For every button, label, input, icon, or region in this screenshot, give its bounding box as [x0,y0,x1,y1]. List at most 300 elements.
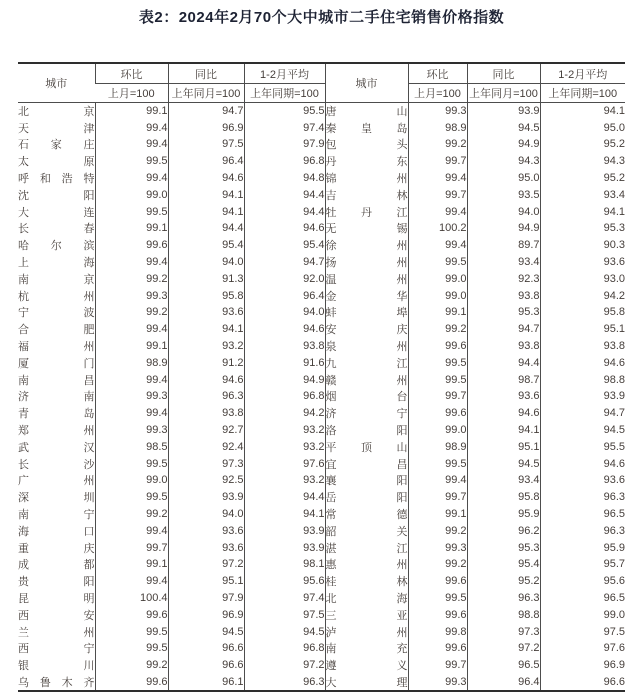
mom-value-right: 99.7 [408,489,467,506]
mom-value-right: 99.5 [408,455,467,472]
mom-value-right: 99.7 [408,657,467,674]
mom-value-right: 99.5 [408,354,467,371]
table-row [18,304,625,321]
avg-value-right: 94.6 [540,455,625,472]
city-name-right: 丹东 [325,153,408,170]
yoy-value-right: 98.8 [467,606,540,623]
avg-value-right: 96.3 [540,522,625,539]
yoy-value-left: 93.6 [168,539,244,556]
mom-value-left: 99.3 [95,287,168,304]
yoy-value-right: 94.5 [467,119,540,136]
mom-value-right: 99.2 [408,321,467,338]
avg-value-left: 96.8 [244,153,325,170]
yoy-value-right: 89.7 [467,237,540,254]
yoy-value-right: 95.0 [467,170,540,187]
yoy-value-right: 95.3 [467,539,540,556]
yoy-value-left: 94.5 [168,623,244,640]
yoy-value-left: 94.6 [168,371,244,388]
yoy-value-right: 93.6 [467,388,540,405]
yoy-value-left: 93.6 [168,304,244,321]
avg-value-left: 96.8 [244,388,325,405]
table-row [18,623,625,640]
mom-value-left: 98.5 [95,438,168,455]
avg-value-left: 96.8 [244,640,325,657]
city-name-right: 金华 [325,287,408,304]
mom-value-right: 98.9 [408,438,467,455]
avg-value-right: 94.2 [540,287,625,304]
city-name-right: 大理 [325,674,408,691]
mom-value-right: 99.6 [408,338,467,355]
avg-value-right: 98.8 [540,371,625,388]
yoy-value-right: 94.9 [467,136,540,153]
yoy-value-left: 96.6 [168,640,244,657]
price-index-table [18,62,625,692]
mom-value-right: 99.5 [408,590,467,607]
city-name-left: 兰州 [18,626,95,639]
yoy-value-left: 97.2 [168,556,244,573]
table-row [18,270,625,287]
table-row [18,590,625,607]
table-row [18,119,625,136]
mom-value-left: 99.4 [95,371,168,388]
yoy-value-left: 94.4 [168,220,244,237]
avg-value-left: 94.5 [244,623,325,640]
yoy-value-left: 94.7 [168,103,244,120]
mom-value-left: 99.1 [95,103,168,120]
mom-value-left: 99.5 [95,640,168,657]
table-row [18,136,625,153]
col-header-avg-right: 1-2月平均 [540,63,625,84]
city-name-right: 蚌埠 [325,304,408,321]
col-header-yoy-left: 同比 [168,63,244,84]
mom-value-right: 99.6 [408,640,467,657]
mom-value-right: 99.5 [408,254,467,271]
yoy-value-right: 94.6 [467,405,540,422]
yoy-value-right: 94.4 [467,354,540,371]
col-subheader-mom-base-left: 上月=100 [95,84,168,103]
city-name-left: 西宁 [18,643,95,656]
mom-value-right: 99.6 [408,606,467,623]
yoy-value-left: 93.8 [168,405,244,422]
yoy-value-left: 93.2 [168,338,244,355]
mom-value-left: 99.7 [95,539,168,556]
city-name-right: 包头 [325,136,408,153]
mom-value-left: 99.0 [95,472,168,489]
yoy-value-left: 95.8 [168,287,244,304]
table-header [18,63,625,103]
table-row [18,506,625,523]
yoy-value-right: 96.4 [467,674,540,691]
avg-value-right: 94.1 [540,203,625,220]
table-row [18,438,625,455]
avg-value-right: 95.2 [540,136,625,153]
city-name-right: 徐州 [325,237,408,254]
city-name-left: 杭州 [18,290,95,303]
table-body [18,103,625,691]
city-name-left: 南京 [18,273,95,286]
city-name-right: 惠州 [325,556,408,573]
mom-value-left: 99.3 [95,388,168,405]
yoy-value-right: 96.2 [467,522,540,539]
avg-value-left: 93.2 [244,438,325,455]
table-row [18,153,625,170]
avg-value-left: 94.4 [244,203,325,220]
city-name-right: 韶关 [325,522,408,539]
yoy-value-left: 94.1 [168,203,244,220]
city-name-left: 太原 [18,156,95,169]
mom-value-right: 99.3 [408,103,467,120]
city-name-right: 无锡 [325,220,408,237]
mom-value-right: 100.2 [408,220,467,237]
city-name-left: 西安 [18,609,95,622]
avg-value-right: 96.3 [540,489,625,506]
avg-value-left: 92.0 [244,270,325,287]
avg-value-left: 97.4 [244,119,325,136]
yoy-value-left: 95.1 [168,573,244,590]
avg-value-left: 94.6 [244,321,325,338]
city-name-right: 吉林 [325,186,408,203]
city-name-left: 乌鲁木齐 [18,676,95,689]
city-name-right: 南充 [325,640,408,657]
avg-value-left: 97.2 [244,657,325,674]
avg-value-left: 95.6 [244,573,325,590]
yoy-value-left: 97.3 [168,455,244,472]
avg-value-right: 96.5 [540,506,625,523]
mom-value-left: 99.4 [95,136,168,153]
avg-value-left: 94.6 [244,220,325,237]
city-name-left: 海口 [18,525,95,538]
table-row [18,472,625,489]
avg-value-left: 94.8 [244,170,325,187]
city-name-left: 沈阳 [18,189,95,202]
mom-value-left: 99.6 [95,674,168,691]
city-name-left: 哈尔滨 [18,240,95,253]
mom-value-left: 99.4 [95,119,168,136]
mom-value-left: 99.3 [95,422,168,439]
city-name-right: 扬州 [325,254,408,271]
avg-value-left: 97.9 [244,136,325,153]
avg-value-right: 93.6 [540,254,625,271]
yoy-value-right: 93.8 [467,338,540,355]
mom-value-left: 99.0 [95,186,168,203]
mom-value-right: 99.7 [408,186,467,203]
mom-value-right: 99.3 [408,539,467,556]
yoy-value-left: 94.1 [168,186,244,203]
mom-value-left: 100.4 [95,590,168,607]
mom-value-right: 99.4 [408,472,467,489]
city-name-left: 武汉 [18,441,95,454]
col-header-city-left: 城市 [18,63,95,103]
avg-value-left: 93.2 [244,422,325,439]
city-name-right: 洛阳 [325,422,408,439]
yoy-value-right: 94.3 [467,153,540,170]
avg-value-right: 99.0 [540,606,625,623]
yoy-value-left: 96.4 [168,153,244,170]
avg-value-right: 94.5 [540,422,625,439]
yoy-value-right: 93.4 [467,254,540,271]
mom-value-left: 99.5 [95,153,168,170]
avg-value-right: 94.7 [540,405,625,422]
avg-value-right: 94.6 [540,354,625,371]
mom-value-left: 99.4 [95,573,168,590]
mom-value-right: 99.3 [408,674,467,691]
yoy-value-right: 94.1 [467,422,540,439]
mom-value-right: 99.4 [408,203,467,220]
table-row [18,489,625,506]
city-name-left: 宁波 [18,307,95,320]
yoy-value-left: 92.4 [168,438,244,455]
yoy-value-left: 96.9 [168,119,244,136]
table-row [18,220,625,237]
avg-value-right: 95.1 [540,321,625,338]
city-name-left: 银川 [18,660,95,673]
avg-value-right: 94.1 [540,103,625,120]
table-row [18,573,625,590]
table-row [18,388,625,405]
city-name-left: 昆明 [18,593,95,605]
city-name-right: 桂林 [325,573,408,590]
mom-value-left: 99.5 [95,623,168,640]
yoy-value-right: 93.9 [467,103,540,120]
mom-value-right: 99.4 [408,170,467,187]
avg-value-left: 97.6 [244,455,325,472]
mom-value-left: 99.1 [95,556,168,573]
table-row [18,657,625,674]
table-row [18,455,625,472]
mom-value-left: 99.5 [95,489,168,506]
city-name-right: 宜昌 [325,455,408,472]
city-name-left: 广州 [18,475,95,488]
yoy-value-right: 96.3 [467,590,540,607]
table-row [18,606,625,623]
yoy-value-right: 95.9 [467,506,540,523]
city-name-right: 秦皇岛 [325,119,408,136]
yoy-value-left: 96.6 [168,657,244,674]
avg-value-right: 93.8 [540,338,625,355]
mom-value-right: 99.7 [408,388,467,405]
mom-value-right: 99.7 [408,153,467,170]
city-name-left: 合肥 [18,324,95,337]
city-name-right: 襄阳 [325,472,408,489]
yoy-value-left: 96.9 [168,606,244,623]
city-name-left: 济南 [18,391,95,404]
table-row [18,338,625,355]
city-name-right: 济宁 [325,405,408,422]
city-name-right: 湛江 [325,539,408,556]
mom-value-right: 99.4 [408,237,467,254]
table-row [18,103,625,120]
table-row [18,354,625,371]
table-row [18,321,625,338]
mom-value-left: 99.4 [95,254,168,271]
yoy-value-left: 97.5 [168,136,244,153]
yoy-value-right: 94.5 [467,455,540,472]
yoy-value-left: 94.0 [168,506,244,523]
yoy-value-right: 94.7 [467,321,540,338]
table-row [18,522,625,539]
avg-value-left: 93.8 [244,338,325,355]
city-name-right: 赣州 [325,371,408,388]
avg-value-left: 97.5 [244,606,325,623]
avg-value-left: 94.1 [244,506,325,523]
mom-value-left: 99.5 [95,203,168,220]
city-name-left: 北京 [18,106,95,119]
table-row [18,405,625,422]
col-subheader-yoy-base-left: 上年同月=100 [168,84,244,103]
avg-value-left: 98.1 [244,556,325,573]
avg-value-left: 96.4 [244,287,325,304]
avg-value-left: 94.0 [244,304,325,321]
city-name-right: 岳阳 [325,489,408,506]
avg-value-right: 95.9 [540,539,625,556]
table-row [18,674,625,691]
mom-value-left: 99.2 [95,506,168,523]
mom-value-left: 99.2 [95,304,168,321]
yoy-value-right: 96.5 [467,657,540,674]
avg-value-left: 93.9 [244,522,325,539]
avg-value-right: 95.5 [540,438,625,455]
mom-value-left: 99.4 [95,321,168,338]
avg-value-left: 93.9 [244,539,325,556]
yoy-value-right: 95.3 [467,304,540,321]
city-name-left: 长沙 [18,458,95,471]
col-subheader-mom-base-right: 上月=100 [408,84,467,103]
city-name-right: 唐山 [325,103,408,120]
col-subheader-avg-base-right: 上年同期=100 [540,84,625,103]
avg-value-right: 90.3 [540,237,625,254]
avg-value-right: 93.4 [540,186,625,203]
yoy-value-right: 97.2 [467,640,540,657]
city-name-right: 九江 [325,354,408,371]
city-name-right: 常德 [325,506,408,523]
mom-value-left: 99.6 [95,606,168,623]
city-name-right: 遵义 [325,657,408,674]
city-name-left: 重庆 [18,542,95,555]
yoy-value-left: 92.7 [168,422,244,439]
col-header-city-right: 城市 [325,63,408,103]
mom-value-right: 99.8 [408,623,467,640]
yoy-value-right: 94.0 [467,203,540,220]
mom-value-left: 99.5 [95,455,168,472]
avg-value-right: 95.6 [540,573,625,590]
avg-value-right: 93.9 [540,388,625,405]
table-row [18,237,625,254]
city-name-left: 大连 [18,206,95,219]
yoy-value-left: 94.0 [168,254,244,271]
col-header-mom-right: 环比 [408,63,467,84]
mom-value-left: 99.2 [95,270,168,287]
city-name-right: 烟台 [325,388,408,405]
city-name-right: 安庆 [325,321,408,338]
table-row [18,186,625,203]
yoy-value-left: 94.1 [168,321,244,338]
city-name-right: 三亚 [325,606,408,623]
city-name-right: 温州 [325,270,408,287]
city-name-right: 泸州 [325,623,408,640]
mom-value-left: 98.9 [95,354,168,371]
city-name-left: 石家庄 [18,139,95,152]
mom-value-left: 99.4 [95,170,168,187]
mom-value-left: 99.6 [95,237,168,254]
yoy-value-right: 98.7 [467,371,540,388]
mom-value-right: 99.2 [408,522,467,539]
mom-value-right: 99.6 [408,405,467,422]
avg-value-right: 96.9 [540,657,625,674]
avg-value-left: 97.4 [244,590,325,607]
mom-value-right: 99.0 [408,287,467,304]
avg-value-left: 93.2 [244,472,325,489]
avg-value-right: 97.5 [540,623,625,640]
mom-value-left: 99.2 [95,657,168,674]
table-row [18,539,625,556]
mom-value-right: 99.1 [408,506,467,523]
city-name-left: 福州 [18,341,95,354]
city-name-left: 郑州 [18,425,95,438]
avg-value-left: 95.4 [244,237,325,254]
mom-value-left: 99.1 [95,338,168,355]
table-row [18,422,625,439]
yoy-value-left: 97.9 [168,590,244,607]
mom-value-right: 99.6 [408,573,467,590]
city-name-left: 青岛 [18,408,95,421]
mom-value-right: 98.9 [408,119,467,136]
avg-value-left: 94.7 [244,254,325,271]
col-subheader-yoy-base-right: 上年同月=100 [467,84,540,103]
city-name-left: 深圳 [18,492,95,505]
city-name-left: 呼和浩特 [18,173,95,186]
table-row [18,287,625,304]
yoy-value-right: 95.8 [467,489,540,506]
city-name-left: 上海 [18,257,95,270]
yoy-value-left: 93.9 [168,489,244,506]
avg-value-left: 94.9 [244,371,325,388]
city-name-right: 平顶山 [325,438,408,455]
table-row [18,254,625,271]
city-name-left: 天津 [18,122,95,135]
table-row [18,170,625,187]
avg-value-right: 95.7 [540,556,625,573]
yoy-value-right: 93.4 [467,472,540,489]
yoy-value-right: 95.4 [467,556,540,573]
mom-value-left: 99.1 [95,220,168,237]
avg-value-right: 95.8 [540,304,625,321]
yoy-value-left: 91.3 [168,270,244,287]
col-header-yoy-right: 同比 [467,63,540,84]
avg-value-right: 96.5 [540,590,625,607]
mom-value-right: 99.2 [408,556,467,573]
mom-value-left: 99.4 [95,522,168,539]
mom-value-right: 99.1 [408,304,467,321]
table-row [18,371,625,388]
city-name-right: 牡丹江 [325,203,408,220]
city-name-right: 锦州 [325,170,408,187]
yoy-value-left: 96.3 [168,388,244,405]
avg-value-left: 91.6 [244,354,325,371]
col-header-avg-left: 1-2月平均 [244,63,325,84]
avg-value-left: 94.2 [244,405,325,422]
avg-value-right: 93.6 [540,472,625,489]
city-name-left: 南宁 [18,509,95,522]
mom-value-right: 99.0 [408,422,467,439]
yoy-value-right: 92.3 [467,270,540,287]
city-name-left: 贵阳 [18,576,95,589]
yoy-value-right: 94.9 [467,220,540,237]
mom-value-left: 99.4 [95,405,168,422]
col-subheader-avg-base-left: 上年同期=100 [244,84,325,103]
yoy-value-right: 93.5 [467,186,540,203]
city-name-left: 长春 [18,223,95,236]
city-name-right: 泉州 [325,338,408,355]
